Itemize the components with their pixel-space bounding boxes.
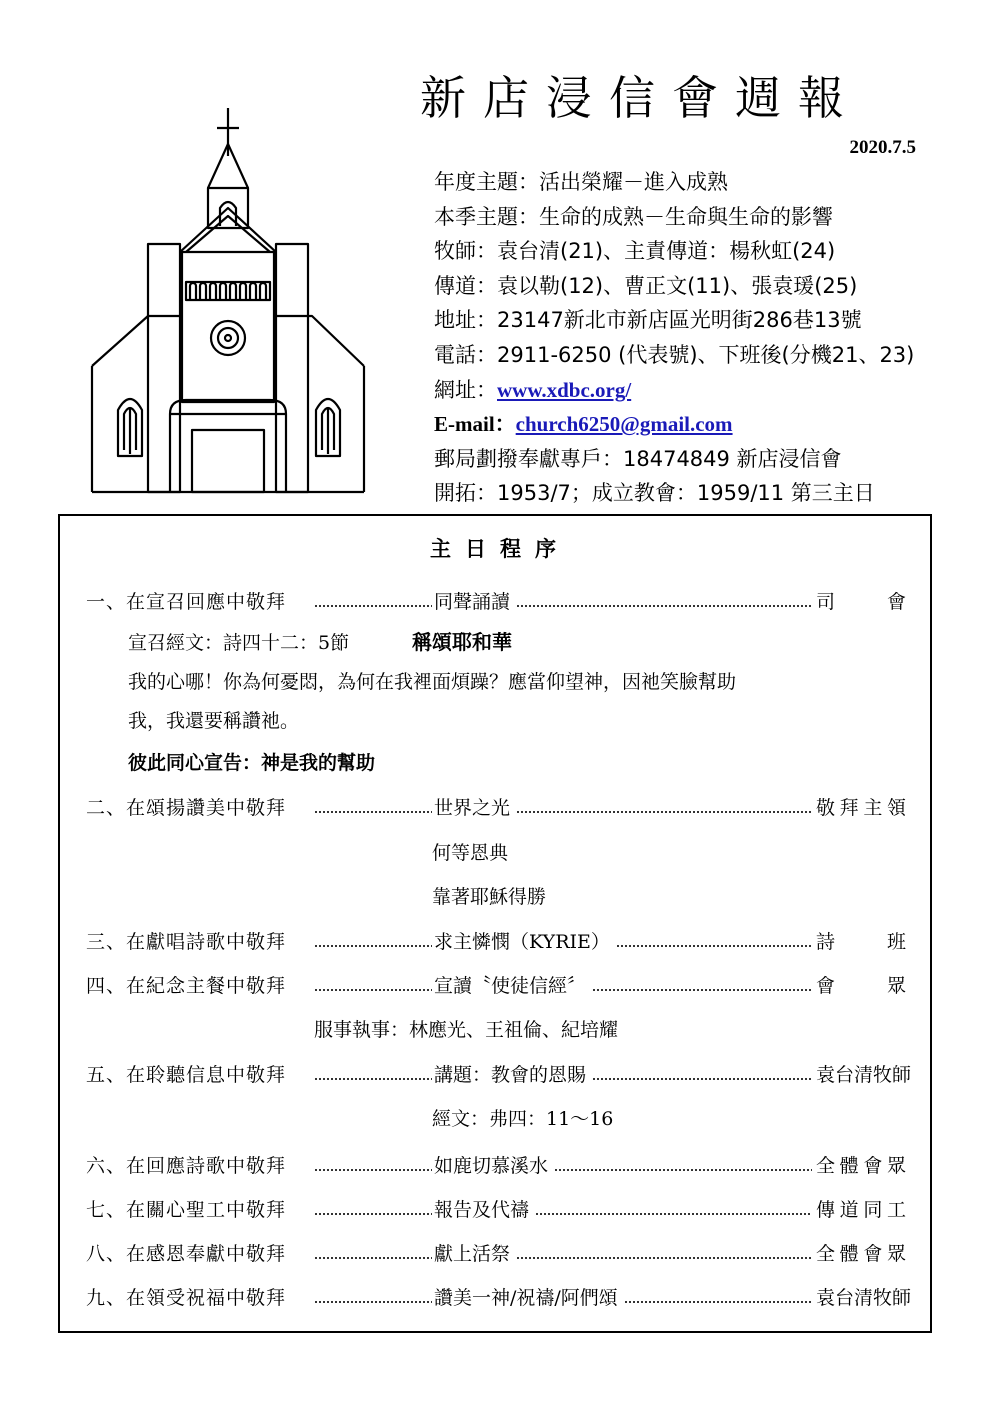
scripture-title: 稱頌耶和華 xyxy=(412,630,512,654)
program-item xyxy=(86,1236,906,1266)
program-item-content: 世界之光 xyxy=(434,797,511,819)
info-line-annual-theme xyxy=(434,165,954,200)
dot-leader xyxy=(314,1253,432,1260)
program-item xyxy=(86,1057,912,1087)
info-line-email xyxy=(434,407,954,442)
declaration: 彼此同心宣告：神是我的幫助 xyxy=(128,752,376,774)
scripture-text-line2: 我，我還要稱讚祂。 xyxy=(128,710,300,732)
info-label: 網址： xyxy=(434,377,497,402)
info-line-donation xyxy=(434,442,954,477)
email-link[interactable]: church6250@gmail.com xyxy=(515,412,733,437)
dot-leader xyxy=(314,1165,432,1172)
info-value: 23147新北市新店區光明街286巷13號 xyxy=(497,308,862,333)
program-item-leader: 司 會 xyxy=(816,591,906,613)
info-value: 袁以勒(12)、曹正文(11)、張袁瑗(25) xyxy=(497,273,858,298)
program-item xyxy=(86,1192,906,1222)
info-label: 電話： xyxy=(434,342,497,367)
info-line-pastor xyxy=(434,234,954,269)
dot-leader xyxy=(516,1253,812,1260)
program-item-leader: 傳道同工 xyxy=(816,1199,906,1221)
info-value: 18474849 新店浸信會 xyxy=(623,446,842,471)
dot-leader xyxy=(592,1074,812,1081)
program-item-label: 三、在獻唱詩歌中敬拜 xyxy=(86,931,287,953)
info-label: 傳道： xyxy=(434,273,497,298)
song-title: 靠著耶穌得勝 xyxy=(432,886,547,908)
bulletin-title: 新店浸信會週報 xyxy=(420,71,861,125)
dot-leader xyxy=(314,941,432,948)
program-item-content: 如鹿切慕溪水 xyxy=(434,1155,549,1177)
program-item-label: 七、在關心聖工中敬拜 xyxy=(86,1199,287,1221)
program-item-label: 九、在領受祝福中敬拜 xyxy=(86,1287,287,1309)
program-item-leader: 詩 班 xyxy=(816,931,906,953)
dot-leader xyxy=(314,807,432,814)
program-item-label: 五、在聆聽信息中敬拜 xyxy=(86,1064,287,1086)
church-illustration xyxy=(90,104,378,496)
info-value: 活出榮耀－進入成熟 xyxy=(539,170,728,194)
info-line-website xyxy=(434,373,954,408)
info-value: 1953/7；成立教會：1959/11 第三主日 xyxy=(497,481,875,506)
info-label: 開拓： xyxy=(434,481,497,506)
dot-leader xyxy=(314,1074,432,1081)
info-line-preachers xyxy=(434,269,954,304)
dot-leader xyxy=(535,1209,812,1216)
info-label: 本季主題： xyxy=(434,204,539,229)
info-line-founded xyxy=(434,476,954,511)
info-line-season-theme xyxy=(434,200,954,235)
website-link[interactable]: www.xdbc.org/ xyxy=(497,377,632,402)
dot-leader xyxy=(516,807,812,814)
program-item-content: 獻上活祭 xyxy=(434,1243,511,1265)
info-line-phone xyxy=(434,338,954,373)
program-item-leader: 袁台清牧師 xyxy=(816,1064,912,1086)
info-line-address xyxy=(434,303,954,338)
info-label: 年度主題： xyxy=(434,170,539,194)
sermon-text: 經文：弗四：11～16 xyxy=(432,1108,614,1130)
program-item-content: 同聲誦讀 xyxy=(434,591,511,613)
program-item-label: 六、在回應詩歌中敬拜 xyxy=(86,1155,287,1177)
program-item-content: 報告及代禱 xyxy=(434,1199,530,1221)
info-value: 2911-6250 (代表號)、下班後(分機21、23) xyxy=(497,342,915,367)
dot-leader xyxy=(314,1297,432,1304)
program-item-label: 二、在頌揚讚美中敬拜 xyxy=(86,797,287,819)
bulletin-date: 2020.7.5 xyxy=(849,137,916,158)
dot-leader xyxy=(624,1297,812,1304)
program-item xyxy=(86,924,906,954)
program-item-label: 八、在感恩奉獻中敬拜 xyxy=(86,1243,287,1265)
program-item-content: 講題：教會的恩賜 xyxy=(434,1064,587,1086)
info-label: 牧師： xyxy=(434,239,497,264)
info-label: E-mail： xyxy=(434,412,516,437)
program-item xyxy=(86,1148,906,1178)
scripture-text-line1: 我的心哪！你為何憂悶，為何在我裡面煩躁？應當仰望神，因祂笑臉幫助 xyxy=(128,671,737,693)
program-item-leader: 全體會眾 xyxy=(816,1243,906,1265)
scripture-reference: 宣召經文：詩四十二：5節 xyxy=(128,632,350,654)
info-value: 生命的成熟－生命與生命的影響 xyxy=(539,204,833,229)
song-title: 何等恩典 xyxy=(432,842,509,864)
program-item xyxy=(86,968,906,998)
communion-servers: 服事執事：林應光、王祖倫、紀培耀 xyxy=(314,1019,619,1041)
program-item-content: 宣讀〝使徒信經〞 xyxy=(434,975,587,997)
info-label: 郵局劃撥奉獻專戶： xyxy=(434,446,623,471)
program-item xyxy=(86,790,906,820)
program-item-content: 求主憐憫（KYRIE） xyxy=(434,931,610,953)
program-item-leader: 袁台清牧師 xyxy=(816,1287,912,1309)
program-item-label: 一、在宣召回應中敬拜 xyxy=(86,591,287,613)
church-info xyxy=(434,165,954,511)
program-item xyxy=(86,584,906,614)
program-item xyxy=(86,1280,912,1310)
program-item-content: 讚美一神/祝禱/阿們頌 xyxy=(434,1287,618,1309)
dot-leader xyxy=(314,1209,432,1216)
info-value: 袁台清(21)、主責傳道：楊秋虹(24) xyxy=(497,239,836,264)
program-item-leader: 敬拜主領 xyxy=(816,797,906,819)
dot-leader xyxy=(314,985,432,992)
dot-leader xyxy=(516,601,812,608)
program-item-leader: 會 眾 xyxy=(816,975,906,997)
info-label: 地址： xyxy=(434,308,497,333)
dot-leader xyxy=(314,601,432,608)
program-item-label: 四、在紀念主餐中敬拜 xyxy=(86,975,287,997)
dot-leader xyxy=(554,1165,812,1172)
dot-leader xyxy=(616,941,812,948)
program-title: 主日程序 xyxy=(430,536,570,561)
program-item-leader: 全體會眾 xyxy=(816,1155,906,1177)
dot-leader xyxy=(592,985,812,992)
